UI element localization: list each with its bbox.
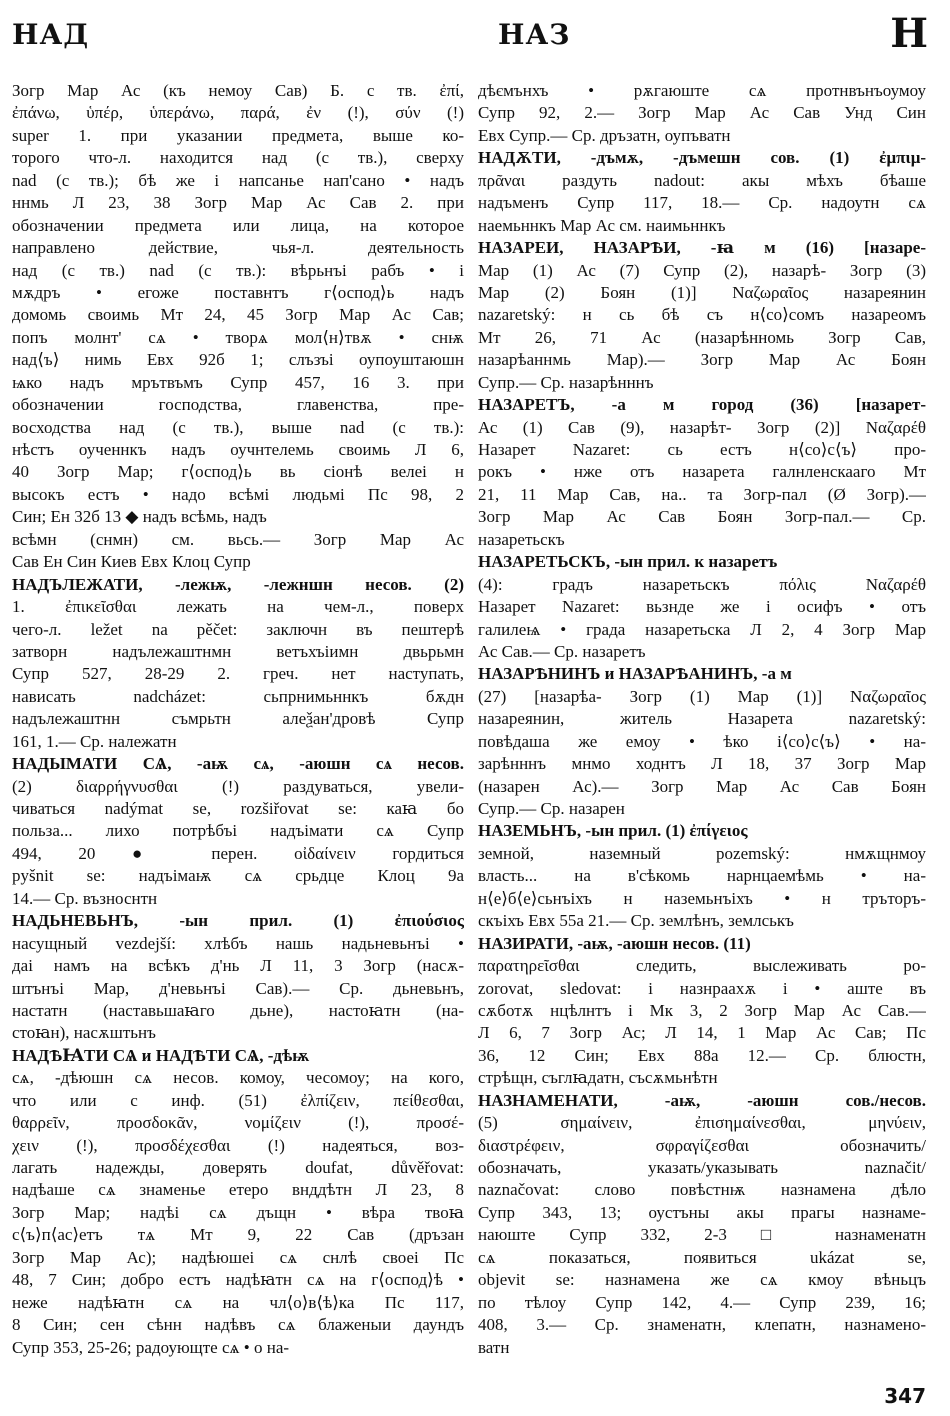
entry-headword-line: НАДЪЛЕЖАТИ, -лежѭ, -лежншн несов. (2) (12, 574, 464, 594)
text-line: назареянин, житель Назарета nazaretský: (478, 709, 926, 729)
text-line: Назарет Nazaret: сь естъ н⟨со⟩с⟨ъ⟩ про- (478, 440, 926, 459)
text-line: настатн (наставьшаꙗго дьне), настоꙗтн (на- (12, 1000, 464, 1020)
text-line: 408, 3.— Ср. знаменатн, клепатн, назнамено- (478, 1315, 926, 1335)
text-line: πρᾶναι раздуть nadout: акы мѣхъ бѣаше (478, 170, 926, 190)
text-line: (5) σημαίνειν, ἐπισημαίνεσθαι, μηνύειν, (478, 1113, 926, 1133)
text-line: 40 Зогр Мар; г⟨оспод⟩ь вь сіонѣ велеі н (12, 462, 464, 482)
text-line: обозначать, указать/указывать naznačit/ (478, 1158, 926, 1177)
text-line: naznačovat: слово повѣстнѭ назнамена дѣло (478, 1180, 926, 1200)
text-line: Ас (1) Сав (9), назарѣт- Зогр (2)] Ναζαρέθ (478, 417, 926, 437)
text-line: надълежаштнн съмрьтн алеѯан'дровѣ Супр (12, 709, 464, 729)
text-line: Мт 26, 71 Ас (назарѣнномь Зогр Сав, (478, 327, 926, 347)
entry-headword-line: НАДѪТИ, -дъмѫ, -дъмешн сов. (1) ἐμπιμ- (478, 148, 926, 168)
entry-headword-line: НАЗАРЕТЬСКЪ, -ын прил. к назаретъ (478, 552, 778, 572)
text-line: чего-л. ležet na pěčet: заключн въ пештерѣ (12, 619, 464, 639)
text-line: сѫботѫ нцѣлнтъ і Мк 3, 2 Зогр Мар Ас Сав.— (478, 1000, 926, 1020)
entry-headword-line: НАЗАРѢНИНЪ и НАЗАРѢАНИНЪ, -а м (478, 664, 792, 684)
text-line: Мар (2) Боян (1)] Ναζωραῖος назареянин (478, 282, 926, 302)
text-line: Зогр Мар Ас (къ немоу Сав) Б. с тв. ἐπί, (12, 81, 464, 100)
text-line: наемьннкъ Мар Ас см. наимьннкъ (478, 215, 726, 235)
text-line: по тѣлоу Супр 142, 4.— Супр 239, 16; (478, 1292, 926, 1312)
text-line: 21, 11 Мар Сав, на.. та Зогр-пал (Ø Зогр).— (478, 484, 926, 504)
entry-headword-line: НАДЬНЕВЬНЪ, -ын прил. (1) ἐπιούσιος (12, 911, 464, 931)
text-line: ѩко надъ мрътвъмъ Супр 457, 16 3. при (12, 372, 464, 392)
text-line: Супр.— Ср. назарен (478, 799, 625, 818)
entry-headword-line: НАЗЕМЬНЪ, -ын прил. (1) ἐπίγειος (478, 821, 748, 841)
text-line: Син; Ен 32б 13 ◆ надъ всѣмь, надъ (12, 507, 267, 527)
text-line: над⟨ъ⟩ нимь Евх 92б 1; слъзъі оупоуштаюшн (12, 350, 464, 370)
text-line: скъіхъ Евх 55а 21.— Ср. землѣнъ, землськъ (478, 911, 794, 931)
text-line: стрѣщн, съглꙗдатн, съсѫмьнѣтн (478, 1068, 718, 1088)
text-line: objevit se: назнамена же сѧ кмоу вѣньцъ (478, 1270, 926, 1290)
text-line: Мар (1) Ас (7) Супр (2), назарѣ- Зогр (3) (478, 260, 926, 280)
section-letter: Н (890, 10, 928, 57)
text-line: Зогр Мар Ас); надѣюшеі сѧ снлѣ своеі Пс (12, 1247, 464, 1267)
right-column (478, 80, 926, 1359)
text-line: стоꙗн), насѫштьнъ (12, 1023, 156, 1043)
text-line: ἐπάνω, ὑπέρ, ὑπεράνω, παρά, ἐν (!), σύν (!) (12, 103, 464, 123)
page-number: 347 (884, 1384, 926, 1408)
text-line: pyšnit se: надъімаѭ сѧ срьдце Клоц 9а (12, 866, 464, 886)
text-line: (27) [назарѣа- Зогр (1) Мар (1)] Ναζωραῖος (478, 686, 926, 706)
text-line: Супр 527, 28-29 2. греч. нет наступать, (12, 664, 464, 684)
text-line: торого что-л. находится над (с тв.), сверху (12, 148, 464, 168)
text-line: 48, 7 Син; добро естъ надѣꙗтн сѧ на г⟨оспод⟩ѣ • (12, 1270, 464, 1290)
text-line: сѧ показаться, появиться ukázat se, (478, 1247, 926, 1267)
text-line: рокъ • нже отъ назарета галнленскааго Мт (478, 462, 926, 482)
text-line: Супр 353, 25-26; радоующте сѧ • о на- (12, 1337, 290, 1357)
text-line: Зогр Мар; надѣі сѧ дъщн • вѣра твоꙗ (12, 1202, 464, 1222)
text-line: Супр.— Ср. назарѣнннъ (478, 372, 654, 392)
entry-headword-line: НАЗНАМЕНАТИ, -аѭ, -аюшн сов./несов. (478, 1090, 926, 1110)
text-line: чиваться nadýmat se, rozšiřovat se: каꙗ бо (12, 799, 464, 818)
text-line: Супр 343, 13; оустъны акы прагы назнаме- (478, 1202, 926, 1222)
text-line: παρατηρεῖσθαι следить, выслеживать po- (478, 956, 926, 976)
text-line: 161, 1.— Ср. належатн (12, 731, 177, 751)
text-line: повѣдаша же емоу • ѣко і⟨со⟩с⟨ъ⟩ • на- (478, 731, 926, 751)
text-line: διαστρέφειν, σφραγίζεσθαι обозначить/ (478, 1135, 926, 1155)
text-line: (назарен Ас).— Зогр Мар Ас Сав Боян (478, 776, 926, 796)
text-line: надъменъ Супр 117, 18.— Ср. надоутн сѧ (478, 193, 926, 213)
text-line: 36, 12 Син; Евх 88а 12.— Ср. блюстн, (478, 1045, 926, 1065)
text-line: super 1. при указании предмета, выше ко- (12, 125, 464, 145)
text-line: что или с инф. (51) ἐλπίζειν, πείθεσθαι, (12, 1090, 464, 1110)
text-line: Назарет Nazaret: вьзнде же і осифъ • отъ (478, 597, 926, 617)
text-line: Сав Ен Син Киев Евх Клоц Супр (12, 552, 251, 572)
text-line: высокъ естъ • надо всѣмі людьмі Пс 98, 2 (12, 484, 464, 504)
text-line: θαρρεῖν, προσδοκᾶν, νομίζειν (!), προσέ- (12, 1113, 464, 1133)
text-line: (2) διαρρήγνυσθαι (!) раздуваться, увели- (12, 776, 464, 796)
left-column (12, 80, 464, 1359)
text-line: восходства над (с тв.), выше nad (с тв.): (12, 417, 464, 437)
text-line: нѣстъ оученнкъ надъ оучнтелемь своимь Л 6, (12, 440, 464, 459)
text-line: направлено действие, чья-л. деятельность (12, 238, 464, 258)
running-head-center: НАЗ (498, 18, 571, 51)
text-line: мѫдръ • егоже поставнтъ г⟨оспод⟩ь надъ (12, 282, 464, 302)
text-line: власть... на в'сѣкомь нарнцаемѣмь • на- (478, 866, 926, 886)
text-line: Зогр Мар Ас Сав Боян Зогр-пал.— Ср. (478, 507, 926, 527)
entry-headword-line: НАДѢꙖТИ СѦ и НАДѢТИ СѦ, -дѣѭ (12, 1045, 310, 1065)
text-line: ватн (478, 1337, 510, 1357)
text-line: Л 6, 7 Зогр Ас; Л 14, 1 Мар Ас Сав; Пс (478, 1023, 926, 1043)
text-line: попъ молнт' сѧ • творѧ мол⟨н⟩твѫ • снѭ (12, 327, 464, 347)
text-line: надѣаше сѧ знаменье етеро внддѣтн Л 23, 8 (12, 1180, 464, 1200)
text-line: ннмь Л 23, 38 Зогр Мар Ас Сав 2. при (12, 193, 464, 213)
text-line: галилеѩ • града назаретьска Л 2, 4 Зогр Мар (478, 619, 926, 639)
text-line: nazaretský: н сь бѣ съ н⟨со⟩сомъ назареомъ (478, 305, 926, 325)
text-line: обозначении господства, главенства, пре- (12, 395, 464, 415)
entry-headword-line: НАЗАРЕТЪ, -а м город (36) [назарет- (478, 395, 926, 415)
text-line: 1. ἐπικεῖσθαι лежать на чем-л., поверх (12, 597, 464, 617)
text-line: нависать nadcházet: сьпрнимьннкъ бѫдн (12, 686, 464, 706)
text-line: насущный vezdejší: хлѣбъ нашь надьневьнъі • (12, 933, 464, 953)
text-line: домомь своимь Мт 24, 45 Зогр Мар Ас Сав; (12, 305, 464, 325)
text-line: над (с тв.) nad (с тв.): вѣрьнъі рабъ • і (12, 260, 464, 280)
text-line: штънъі Мар, д'невьнъі Сав).— Ср. дьневьнъ, (12, 978, 464, 998)
text-line: н⟨е⟩б⟨е⟩сьнъіхъ н наземьнъіхъ • н тръторъ- (478, 888, 926, 908)
entry-headword-line: НАДЫМАТИ СѦ, -аѭ сѧ, -аюшн сѧ несов. (12, 754, 464, 774)
text-line: nad (с тв.); бѣ же і напсанье нап'сано • надъ (12, 170, 464, 190)
text-line: лагать надежды, доверять doufat, důvěřovat: (12, 1158, 464, 1177)
text-line: с⟨ъ⟩п⟨ас⟩етъ тѧ Мт 9, 22 Сав (дръзан (12, 1225, 464, 1245)
text-line: zorovat, sledovat: і назнраахѫ і • аште въ (478, 978, 926, 998)
text-line: дѣємънхъ • рѫгаюште сѧ протнвънъоумоу (478, 81, 926, 100)
text-line: 8 Син; сен сѣнн надѣвъ сѧ блаженыи даундъ (12, 1315, 464, 1335)
text-line: наюште Супр 332, 2-3 □ назнаменатн (478, 1225, 926, 1245)
text-line: назарѣаннмь Мар).— Зогр Мар Ас Боян (478, 350, 926, 370)
text-line: Ас Сав.— Ср. назаретъ (478, 641, 646, 661)
text-line: зарѣнннъ мнмо ходнтъ Л 18, 37 Зогр Мар (478, 754, 926, 774)
text-line: затворн надълежаштнмн ветъхъіимн двьрьмн (12, 641, 464, 661)
text-line: 14.— Ср. възноснтн (12, 888, 158, 908)
text-line: Евх Супр.— Ср. дръзатн, оупъватн (478, 125, 731, 145)
text-line: даі намъ на всѣкъ д'нь Л 11, 3 Зогр (насѫ- (12, 956, 464, 976)
text-line: обозначении предмета или лица, на которое (12, 215, 464, 235)
text-line: польза... лихо потрѣбъі надъімати сѧ Супр (12, 821, 464, 841)
text-line: (4): градъ назаретьскъ πόλις Ναζαρέθ (478, 574, 926, 594)
entry-headword-line: НАЗИРАТИ, -аѭ, -аюшн несов. (11) (478, 933, 751, 953)
entry-headword-line: НАЗАРЕИ, НАЗАРѢИ, -ꙗ м (16) [назаре- (478, 238, 926, 258)
text-line: χειν (!), προσδέχεσθαι (!) надеяться, воз- (12, 1135, 464, 1155)
running-head-left: НАД (12, 18, 90, 51)
text-line: земной, наземный pozemský: нмѫщнмоу (478, 843, 926, 863)
text-line: назаретьскъ (478, 529, 565, 549)
text-line: всѣмн (снмн) см. вьсь.— Зогр Мар Ас (12, 529, 464, 549)
text-line: сѧ, -дѣюшн сѧ несов. комоу, чесомоу; на кого, (12, 1068, 464, 1088)
text-line: неже надѣꙗтн сѧ на чл⟨о⟩в⟨ѣ⟩ка Пс 117, (12, 1292, 464, 1312)
text-line: 494, 20 ● перен. οἰδαίνειν гордиться (12, 843, 464, 863)
text-line: Супр 92, 2.— Зогр Мар Ас Сав Унд Син (478, 103, 926, 123)
